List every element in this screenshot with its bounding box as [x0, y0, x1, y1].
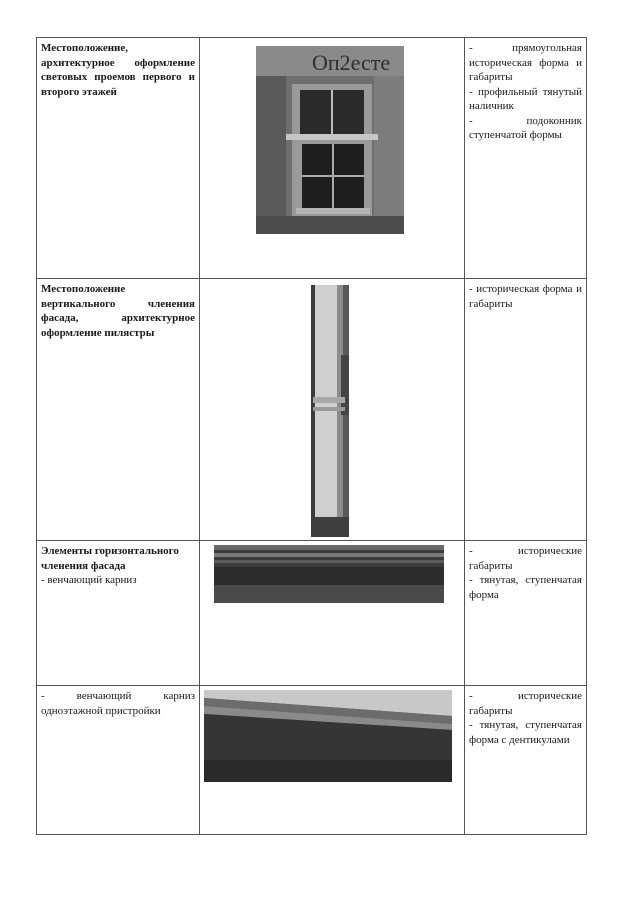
feature-item: - подоконник ступенчатой формы	[469, 114, 582, 142]
feature-item: - тянутая, ступенчатая форма с дентикулами	[469, 719, 582, 746]
photo-cell	[200, 541, 465, 686]
table-row	[37, 686, 587, 835]
element-title: Элементы горизонтального членения фасада	[41, 545, 179, 572]
feature-item: - тянутая, ступенчатая форма	[469, 574, 582, 601]
svg-text:Оп2есте: Оп2есте	[312, 50, 391, 75]
element-title: Местоположение вертикального членения фасада, архитектурное оформление пилястры	[41, 283, 195, 339]
element-subtitle: - венчающий карниз одноэтажной пристройки	[41, 690, 195, 717]
features-cell	[465, 686, 587, 835]
photo-cell	[200, 279, 465, 541]
feature-item: - прямоугольная историческая форма и габариты	[469, 42, 582, 84]
feature-item: - историческая форма и габариты	[469, 283, 582, 310]
features-cell	[465, 38, 587, 279]
photo-cell	[200, 38, 465, 279]
features-cell	[465, 541, 587, 686]
element-title-cell	[37, 38, 200, 279]
element-title-cell	[37, 541, 200, 686]
annex-cornice-photo	[204, 690, 452, 782]
element-subtitle: - венчающий карниз	[41, 574, 137, 587]
feature-item: - профильный тянутый наличник	[469, 85, 582, 113]
window-photo	[256, 46, 404, 234]
pilaster-photo	[311, 285, 349, 537]
cornice-photo	[214, 545, 444, 603]
facade-elements-table	[36, 37, 587, 835]
element-title: Местоположение, архитектурное оформление световых проемов первого и второго этажей	[41, 42, 195, 98]
feature-item: - исторические габариты	[469, 690, 582, 717]
photo-cell	[200, 686, 465, 835]
table-row	[37, 279, 587, 541]
table-row	[37, 541, 587, 686]
table-row	[37, 38, 587, 279]
features-cell	[465, 279, 587, 541]
element-title-cell	[37, 686, 200, 835]
feature-item: - исторические габариты	[469, 545, 582, 572]
element-title-cell	[37, 279, 200, 541]
